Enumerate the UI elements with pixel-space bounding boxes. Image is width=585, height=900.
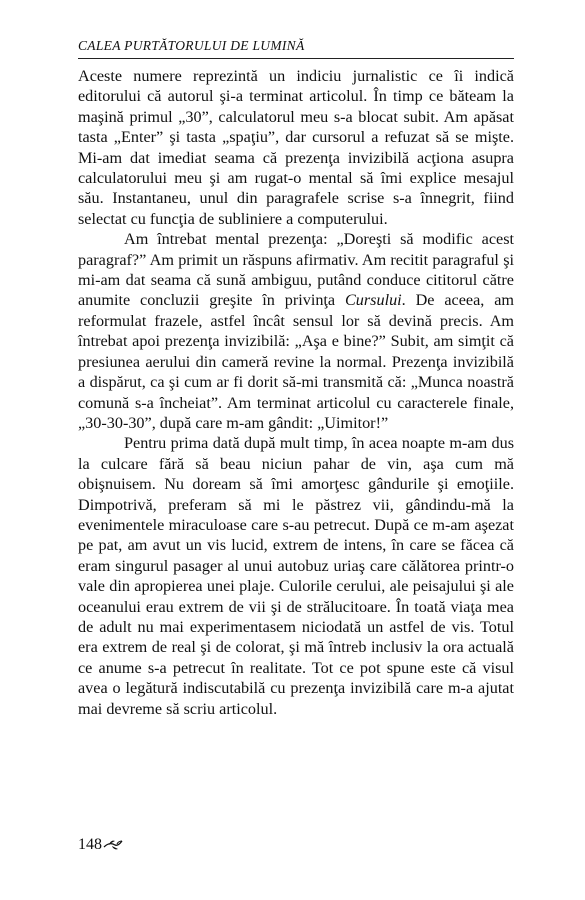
- fleuron-icon: [103, 838, 123, 852]
- running-title: CALEA PURTĂTORULUI DE LUMINĂ: [78, 38, 305, 53]
- book-title-emphasis: Cursului: [344, 291, 402, 310]
- page-body: [78, 66, 514, 719]
- paragraph-1: Aceste numere reprezintă un indiciu jurnalistic ce îi indică editorului că autorul şi-a terminat articolul. În timp ce băteam la maşină primul „30”, calculatorul meu s-a blocat subit. Am apăsat tasta „Enter” şi tasta „spaţiu”, dar cursorul a refuzat să se mişte. Mi-am dat imediat seama că prezenţa invizibilă acţiona asupra calculatorului meu şi am rugat-o mental să îmi explice mesajul său. Instantaneu, unul din paragrafele scrise s-a înnegrit, fiind selectat cu funcţia de subliniere a computerului.: [78, 67, 514, 228]
- paragraph-2: Am întrebat mental prezenţa: „Doreşti să modific acest paragraf?” Am primit un răspuns afirmativ. Am recitit paragraful şi mi-am dat seama că sună ambiguu, putând conduce cititorul către anumite concluzii greşite în privinţa Cursului. De aceea, am reformulat frazele, astfel încât sensul lor să devină precis. Am întrebat apoi prezenţa invizibilă: „Aşa e bine?” Subit, am simţit că presiunea aerului din cameră revine la normal. Prezenţa invizibilă a dispărut, ca şi cum ar fi dorit să-mi transmită că: „Munca noastră comună s-a încheiat”. Am terminat articolul cu caracterele finale, „30-30-30”, după care m-am gândit: „Uimitor!”: [78, 230, 514, 432]
- paragraph-3: Pentru prima dată după mult timp, în acea noapte m-am dus la culcare fără să beau niciun pahar de vin, aşa cum mă obişnuisem. Nu doream să îmi amorţesc gândurile şi emoţiile. Dimpotrivă, preferam să mi le păstrez vii, gândindu-mă la evenimentele miraculoase care s-au petrecut. După ce m-am aşezat pe pat, am avut un vis lucid, extrem de intens, în care se făcea că eram singurul pasager al unui autobuz uriaş care călătorea printr-o vale din apropierea unei plaje. Culorile cerului, ale peisajului şi ale oceanului erau extrem de vii şi de strălucitoare. În toată viaţa mea de adult nu mai experimentasem niciodată un astfel de vis. Totul era extrem de real şi de colorat, şi mă întreb inclusiv la ora actuală ce anume s-a petrecut în realitate. Tot ce pot spune este că visul avea o legătură indiscutabilă cu prezenţa invizibilă care m-a ajutat mai devreme să scriu articolul.: [78, 434, 514, 718]
- page-header: [78, 32, 514, 59]
- page-footer: [78, 836, 123, 854]
- page-number: 148: [78, 836, 102, 853]
